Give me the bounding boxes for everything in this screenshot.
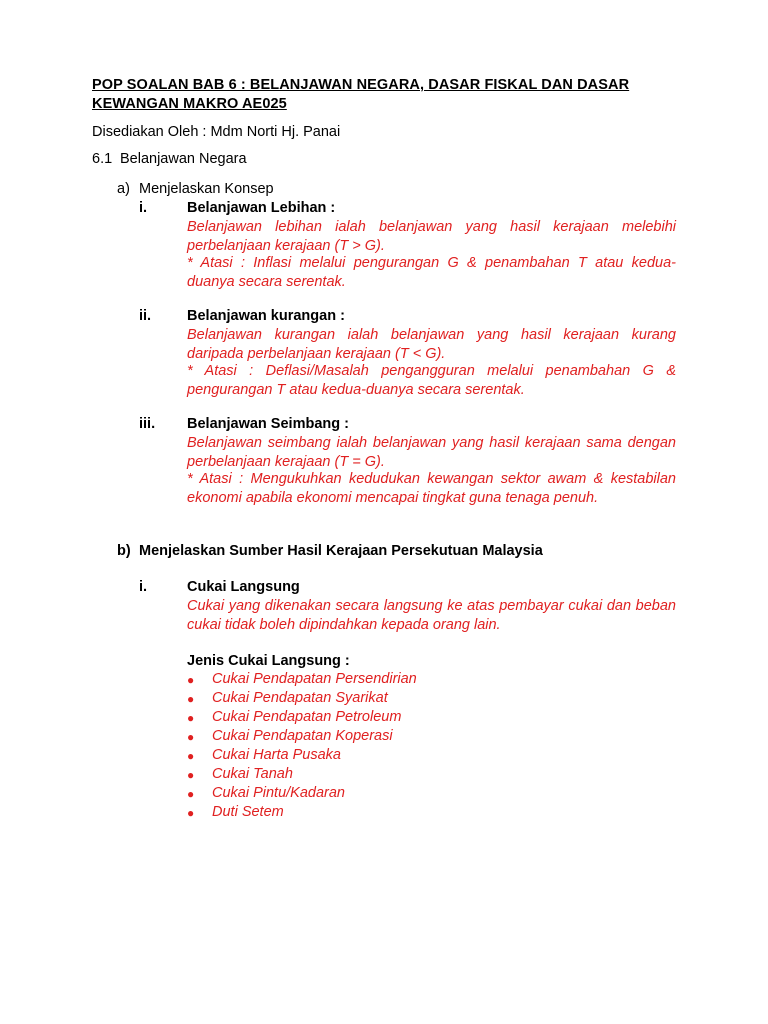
item-numeral: i. bbox=[139, 579, 148, 595]
item-remedy: * Atasi : Deflasi/Masalah pengangguran melalui penambahan G & pengurangan T atau kedua-duanya secara serentak. bbox=[187, 363, 676, 398]
item-definition: Cukai yang dikenakan secara langsung ke atas pembayar cukai dan beban cukai tidak boleh dipindahkan kepada orang lain. bbox=[187, 598, 676, 633]
item-heading: Cukai Langsung bbox=[187, 579, 300, 595]
part-b-marker: b) bbox=[117, 543, 131, 559]
item-definition: Belanjawan lebihan ialah belanjawan yang hasil kerajaan melebihi perbelanjaan kerajaan (T > G). bbox=[187, 219, 676, 254]
item-heading: Belanjawan Seimbang : bbox=[187, 416, 349, 432]
bullet-icon: ● bbox=[187, 787, 195, 801]
bullet-icon: ● bbox=[187, 806, 195, 820]
document-title-line-2: KEWANGAN MAKRO AE025 bbox=[92, 96, 287, 112]
list-item: Cukai Pendapatan Petroleum bbox=[212, 709, 402, 725]
item-numeral: iii. bbox=[139, 416, 156, 432]
list-item: Cukai Tanah bbox=[212, 766, 293, 782]
list-item: Cukai Pendapatan Koperasi bbox=[212, 728, 393, 744]
bullet-icon: ● bbox=[187, 711, 195, 725]
list-heading: Jenis Cukai Langsung : bbox=[187, 653, 350, 669]
bullet-icon: ● bbox=[187, 749, 195, 763]
part-a-marker: a) bbox=[117, 181, 130, 197]
item-numeral: ii. bbox=[139, 308, 152, 324]
prepared-by: Disediakan Oleh : Mdm Norti Hj. Panai bbox=[92, 124, 341, 140]
list-item: Cukai Harta Pusaka bbox=[212, 747, 341, 763]
part-b-title: Menjelaskan Sumber Hasil Kerajaan Persekutuan Malaysia bbox=[139, 543, 543, 559]
list-item: Cukai Pendapatan Persendirian bbox=[212, 671, 417, 687]
item-remedy: * Atasi : Inflasi melalui pengurangan G & penambahan T atau kedua-duanya secara serentak. bbox=[187, 255, 676, 290]
list-item: Cukai Pendapatan Syarikat bbox=[212, 690, 388, 706]
bullet-icon: ● bbox=[187, 692, 195, 706]
list-item: Cukai Pintu/Kadaran bbox=[212, 785, 345, 801]
document-title-line-1: POP SOALAN BAB 6 : BELANJAWAN NEGARA, DASAR FISKAL DAN DASAR bbox=[92, 77, 630, 93]
item-numeral: i. bbox=[139, 200, 148, 216]
item-definition: Belanjawan kurangan ialah belanjawan yang hasil kerajaan kurang daripada perbelanjaan kerajaan (T < G). bbox=[187, 327, 676, 362]
item-remedy: * Atasi : Mengukuhkan kedudukan kewangan sektor awam & kestabilan ekonomi apabila ekonomi mencapai tingkat guna tenaga penuh. bbox=[187, 471, 676, 506]
part-a-title: Menjelaskan Konsep bbox=[139, 181, 274, 197]
bullet-icon: ● bbox=[187, 673, 195, 687]
bullet-icon: ● bbox=[187, 730, 195, 744]
item-definition: Belanjawan seimbang ialah belanjawan yang hasil kerajaan sama dengan perbelanjaan kerajaan (T = G). bbox=[187, 435, 676, 470]
item-heading: Belanjawan Lebihan : bbox=[187, 200, 336, 216]
item-heading: Belanjawan kurangan : bbox=[187, 308, 345, 324]
section-number: 6.1 bbox=[92, 151, 113, 167]
bullet-icon: ● bbox=[187, 768, 195, 782]
list-item: Duti Setem bbox=[212, 804, 284, 820]
section-title: Belanjawan Negara bbox=[120, 151, 247, 167]
